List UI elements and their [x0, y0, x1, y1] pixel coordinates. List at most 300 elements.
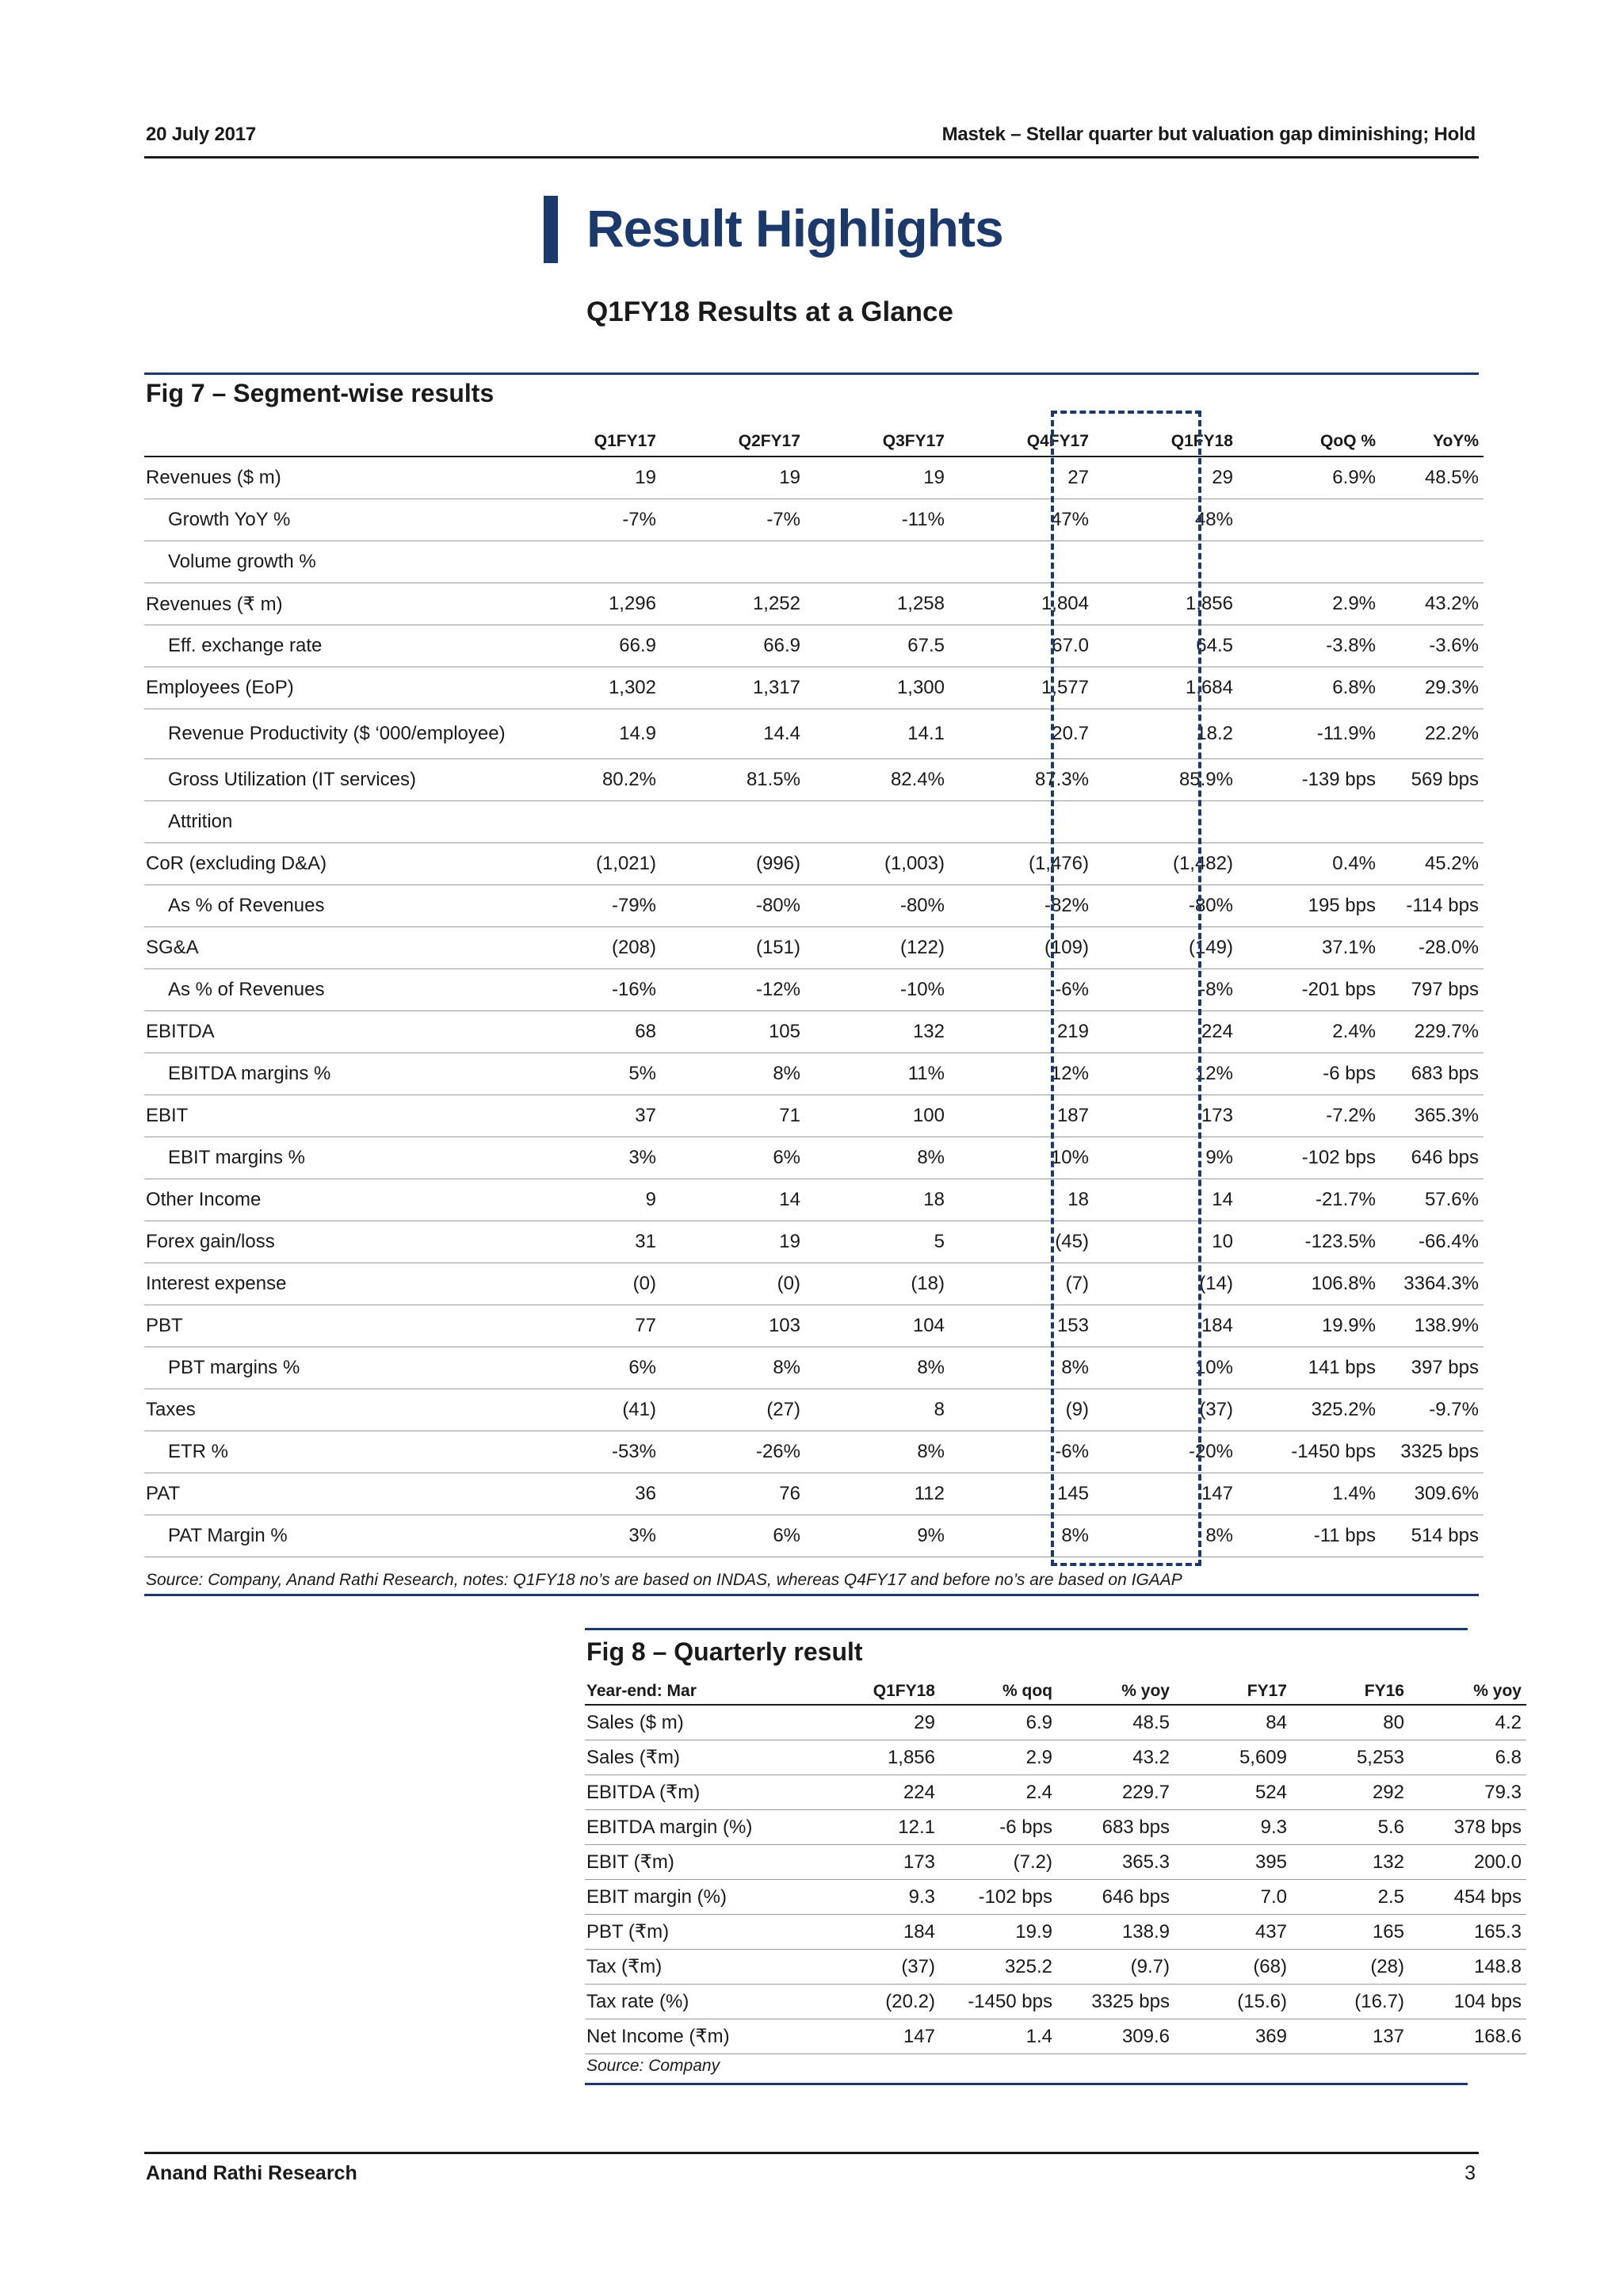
table-cell: 48.5 [1057, 1705, 1174, 1740]
fig7-body [144, 457, 1484, 1557]
table-cell: -11% [805, 499, 949, 541]
table-row [144, 1473, 1484, 1515]
table-cell: 6% [661, 1137, 805, 1179]
fig8-col-header: % yoy [1057, 1672, 1174, 1705]
table-cell: -1450 bps [1238, 1431, 1381, 1473]
table-cell: -66.4% [1381, 1221, 1484, 1263]
table-row [144, 1263, 1484, 1305]
table-cell: (41) [517, 1389, 661, 1431]
table-cell: 19 [661, 1221, 805, 1263]
table-cell: 195 bps [1238, 885, 1381, 927]
table-cell: 112 [805, 1473, 949, 1515]
table-cell: 1,317 [661, 667, 805, 709]
row-label: Forex gain/loss [144, 1221, 517, 1263]
table-cell: -80% [661, 885, 805, 927]
table-cell: 82.4% [805, 759, 949, 801]
table-cell: (122) [805, 927, 949, 969]
table-cell: (1,021) [517, 843, 661, 885]
table-cell: 19 [661, 457, 805, 499]
table-cell: 43.2% [1381, 583, 1484, 625]
fig8-top-rule [585, 1628, 1468, 1630]
fig8-bottom-rule [585, 2083, 1468, 2085]
footer-publisher: Anand Rathi Research [146, 2162, 357, 2184]
row-label: PAT Margin % [144, 1515, 517, 1557]
row-label: PAT [144, 1473, 517, 1515]
table-cell: 80.2% [517, 759, 661, 801]
table-cell: 6.8% [1238, 667, 1381, 709]
table-cell: -80% [1094, 885, 1238, 927]
row-label: Revenues ($ m) [144, 457, 517, 499]
fig7-segment-table [144, 416, 1484, 1557]
table-cell: -7% [517, 499, 661, 541]
table-cell: 67.5 [805, 625, 949, 667]
table-cell: 18 [805, 1179, 949, 1221]
table-cell: 187 [949, 1095, 1094, 1137]
table-cell [517, 801, 661, 843]
table-cell: 19.9 [940, 1915, 1057, 1950]
table-cell: 9% [805, 1515, 949, 1557]
fig7-title: Fig 7 – Segment-wise results [146, 379, 495, 407]
table-cell: 1,856 [823, 1740, 940, 1775]
table-cell: 184 [1094, 1305, 1238, 1347]
table-cell: -16% [517, 969, 661, 1011]
fig7-top-rule [144, 372, 1479, 375]
table-cell: 64.5 [1094, 625, 1238, 667]
table-cell: 67.0 [949, 625, 1094, 667]
table-cell: (20.2) [823, 1985, 940, 2019]
table-cell [1381, 541, 1484, 583]
table-row [144, 1011, 1484, 1053]
table-cell: 71 [661, 1095, 805, 1137]
table-row [144, 843, 1484, 885]
table-cell: 106.8% [1238, 1263, 1381, 1305]
table-cell: 369 [1174, 2019, 1292, 2054]
row-label: PBT (₹m) [585, 1915, 823, 1950]
table-cell: 47% [949, 499, 1094, 541]
table-cell: 43.2 [1057, 1740, 1174, 1775]
table-cell: 683 bps [1057, 1810, 1174, 1845]
table-row [144, 667, 1484, 709]
fig7-bottom-rule [144, 1594, 1479, 1596]
table-cell: (37) [823, 1950, 940, 1985]
table-cell: 200.0 [1409, 1845, 1526, 1880]
table-cell: 14 [661, 1179, 805, 1221]
section-subtitle: Q1FY18 Results at a Glance [586, 296, 953, 327]
table-cell: 80 [1292, 1705, 1409, 1740]
table-cell: -26% [661, 1431, 805, 1473]
table-cell: 10% [1094, 1347, 1238, 1389]
table-cell [1381, 499, 1484, 541]
table-cell: 1,300 [805, 667, 949, 709]
table-cell: (37) [1094, 1389, 1238, 1431]
fig7-col-header: Q3FY17 [805, 416, 949, 457]
table-cell: 138.9 [1057, 1915, 1174, 1950]
table-row [585, 2019, 1526, 2054]
table-cell: 10 [1094, 1221, 1238, 1263]
table-cell: 137 [1292, 2019, 1409, 2054]
table-cell: 9.3 [1174, 1810, 1292, 1845]
row-label: Employees (EoP) [144, 667, 517, 709]
table-cell: 145 [949, 1473, 1094, 1515]
table-row [144, 1053, 1484, 1095]
table-row [144, 499, 1484, 541]
table-cell: 8% [949, 1347, 1094, 1389]
table-cell: 219 [949, 1011, 1094, 1053]
table-cell: -79% [517, 885, 661, 927]
table-cell: (68) [1174, 1950, 1292, 1985]
table-cell: 81.5% [661, 759, 805, 801]
table-cell [949, 801, 1094, 843]
table-cell: 1,258 [805, 583, 949, 625]
table-cell: -21.7% [1238, 1179, 1381, 1221]
table-cell [661, 801, 805, 843]
table-cell: (18) [805, 1263, 949, 1305]
table-cell: 19 [517, 457, 661, 499]
table-row [585, 1775, 1526, 1810]
row-label: Taxes [144, 1389, 517, 1431]
row-label: Sales ($ m) [585, 1705, 823, 1740]
table-cell: (45) [949, 1221, 1094, 1263]
table-cell: 3% [517, 1515, 661, 1557]
table-cell: 397 bps [1381, 1347, 1484, 1389]
table-row [144, 759, 1484, 801]
row-label: Other Income [144, 1179, 517, 1221]
table-row [585, 1740, 1526, 1775]
table-row [144, 1179, 1484, 1221]
table-cell: -6% [949, 969, 1094, 1011]
header-report-title: Mastek – Stellar quarter but valuation gap diminishing; Hold [941, 124, 1476, 145]
table-cell: 5,253 [1292, 1740, 1409, 1775]
table-cell: 5% [517, 1053, 661, 1095]
table-cell: 8% [805, 1347, 949, 1389]
table-cell: -28.0% [1381, 927, 1484, 969]
row-label: Net Income (₹m) [585, 2019, 823, 2054]
table-cell: 12% [949, 1053, 1094, 1095]
table-cell: 0.4% [1238, 843, 1381, 885]
table-cell [805, 801, 949, 843]
table-cell: -139 bps [1238, 759, 1381, 801]
table-row [144, 541, 1484, 583]
table-cell: -12% [661, 969, 805, 1011]
fig7-col-header: Q1FY17 [517, 416, 661, 457]
table-cell: 147 [823, 2019, 940, 2054]
table-cell: 8 [805, 1389, 949, 1431]
table-cell: (1,003) [805, 843, 949, 885]
table-row [144, 1347, 1484, 1389]
table-cell: 77 [517, 1305, 661, 1347]
table-cell: 10% [949, 1137, 1094, 1179]
row-label: Tax rate (%) [585, 1985, 823, 2019]
table-cell: -20% [1094, 1431, 1238, 1473]
fig8-col-header: % yoy [1409, 1672, 1526, 1705]
table-cell: 1.4 [940, 2019, 1057, 2054]
table-cell: (151) [661, 927, 805, 969]
table-cell: 132 [805, 1011, 949, 1053]
table-cell: (28) [1292, 1950, 1409, 1985]
table-cell: 100 [805, 1095, 949, 1137]
table-cell: 5,609 [1174, 1740, 1292, 1775]
table-cell: 8% [1094, 1515, 1238, 1557]
table-cell: 48.5% [1381, 457, 1484, 499]
table-row [144, 583, 1484, 625]
title-accent-bar [544, 196, 558, 263]
row-label: As % of Revenues [144, 885, 517, 927]
table-cell: 18.2 [1094, 709, 1238, 759]
table-cell: 292 [1292, 1775, 1409, 1810]
table-row [585, 1880, 1526, 1915]
table-cell: 3325 bps [1057, 1985, 1174, 2019]
table-cell: 29 [823, 1705, 940, 1740]
table-cell: 1,804 [949, 583, 1094, 625]
header-divider [144, 156, 1479, 159]
table-row [585, 1985, 1526, 2019]
row-label: Revenues (₹ m) [144, 583, 517, 625]
table-cell: -7.2% [1238, 1095, 1381, 1137]
table-cell: 1,302 [517, 667, 661, 709]
table-cell: 6.9% [1238, 457, 1381, 499]
table-cell: 395 [1174, 1845, 1292, 1880]
table-cell: 8% [805, 1431, 949, 1473]
table-cell: 325.2 [940, 1950, 1057, 1985]
table-cell: 3% [517, 1137, 661, 1179]
table-cell: (1,476) [949, 843, 1094, 885]
table-cell: 14.4 [661, 709, 805, 759]
fig8-col-header: Year-end: Mar [585, 1672, 823, 1705]
table-cell: 168.6 [1409, 2019, 1526, 2054]
table-cell: 8% [805, 1137, 949, 1179]
table-cell: 309.6% [1381, 1473, 1484, 1515]
table-cell: 524 [1174, 1775, 1292, 1810]
table-cell: -6 bps [1238, 1053, 1381, 1095]
table-cell: -201 bps [1238, 969, 1381, 1011]
table-cell: 437 [1174, 1915, 1292, 1950]
table-cell: 797 bps [1381, 969, 1484, 1011]
table-cell: 165.3 [1409, 1915, 1526, 1950]
row-label: CoR (excluding D&A) [144, 843, 517, 885]
fig8-col-header: % qoq [940, 1672, 1057, 1705]
table-cell: 1.4% [1238, 1473, 1381, 1515]
fig7-source: Source: Company, Anand Rathi Research, notes: Q1FY18 no’s are based on INDAS, whereas Q4FY17 and before no’s are based on IGAAP [146, 1571, 1182, 1589]
row-label: Sales (₹m) [585, 1740, 823, 1775]
table-cell: 325.2% [1238, 1389, 1381, 1431]
table-cell [517, 541, 661, 583]
fig8-col-header: FY16 [1292, 1672, 1409, 1705]
table-cell: (7) [949, 1263, 1094, 1305]
fig7-col-header [144, 416, 517, 457]
page-number: 3 [1465, 2162, 1476, 2184]
table-cell: 8% [661, 1347, 805, 1389]
table-cell: 365.3% [1381, 1095, 1484, 1137]
table-cell: 138.9% [1381, 1305, 1484, 1347]
row-label: Tax (₹m) [585, 1950, 823, 1985]
table-cell: 104 bps [1409, 1985, 1526, 2019]
table-cell: (7.2) [940, 1845, 1057, 1880]
table-cell: 9.3 [823, 1880, 940, 1915]
fig7-col-header: QoQ % [1238, 416, 1381, 457]
table-cell: 66.9 [517, 625, 661, 667]
table-cell: -1450 bps [940, 1985, 1057, 2019]
row-label: Gross Utilization (IT services) [144, 759, 517, 801]
row-label: EBITDA margin (%) [585, 1810, 823, 1845]
table-cell: 173 [823, 1845, 940, 1880]
table-cell [949, 541, 1094, 583]
table-cell: 29 [1094, 457, 1238, 499]
table-cell: 27 [949, 457, 1094, 499]
row-label: PBT [144, 1305, 517, 1347]
table-cell: -123.5% [1238, 1221, 1381, 1263]
table-cell: -3.6% [1381, 625, 1484, 667]
table-row [144, 1305, 1484, 1347]
table-cell: -53% [517, 1431, 661, 1473]
table-cell: 2.5 [1292, 1880, 1409, 1915]
table-cell: (0) [517, 1263, 661, 1305]
table-cell [1238, 499, 1381, 541]
table-cell: 365.3 [1057, 1845, 1174, 1880]
table-cell: 1,252 [661, 583, 805, 625]
table-row [585, 1845, 1526, 1880]
fig8-source: Source: Company [586, 2057, 720, 2075]
table-cell: 8% [949, 1515, 1094, 1557]
fig7-header-row [144, 416, 1484, 457]
table-cell: 14 [1094, 1179, 1238, 1221]
table-cell: 104 [805, 1305, 949, 1347]
table-cell: 1,856 [1094, 583, 1238, 625]
table-row [585, 1950, 1526, 1985]
table-row [144, 801, 1484, 843]
table-cell: 132 [1292, 1845, 1409, 1880]
table-row [585, 1810, 1526, 1845]
table-row [144, 1137, 1484, 1179]
row-label: Revenue Productivity ($ ‘000/employee) [144, 709, 517, 759]
table-row [144, 1221, 1484, 1263]
table-cell: 3325 bps [1381, 1431, 1484, 1473]
table-cell: -9.7% [1381, 1389, 1484, 1431]
fig7-col-header: Q2FY17 [661, 416, 805, 457]
table-cell: -6 bps [940, 1810, 1057, 1845]
table-cell [1238, 801, 1381, 843]
table-cell: 87.3% [949, 759, 1094, 801]
table-cell: 683 bps [1381, 1053, 1484, 1095]
table-cell: 6.9 [940, 1705, 1057, 1740]
table-cell: 229.7% [1381, 1011, 1484, 1053]
table-row [144, 1095, 1484, 1137]
table-cell: 173 [1094, 1095, 1238, 1137]
table-cell: 646 bps [1057, 1880, 1174, 1915]
table-row [144, 1431, 1484, 1473]
table-cell: 224 [823, 1775, 940, 1810]
table-cell: 66.9 [661, 625, 805, 667]
table-cell: 68 [517, 1011, 661, 1053]
table-cell: 5 [805, 1221, 949, 1263]
table-cell: 12.1 [823, 1810, 940, 1845]
table-cell: 8% [661, 1053, 805, 1095]
table-cell: (996) [661, 843, 805, 885]
table-row [144, 927, 1484, 969]
table-cell: 14.9 [517, 709, 661, 759]
table-cell [1238, 541, 1381, 583]
table-row [144, 1515, 1484, 1557]
table-row [585, 1705, 1526, 1740]
row-label: Interest expense [144, 1263, 517, 1305]
table-cell: 514 bps [1381, 1515, 1484, 1557]
header-date: 20 July 2017 [146, 124, 257, 145]
table-cell: 454 bps [1409, 1880, 1526, 1915]
table-cell: 7.0 [1174, 1880, 1292, 1915]
row-label: EBIT (₹m) [585, 1845, 823, 1880]
table-row [144, 969, 1484, 1011]
table-cell: 37.1% [1238, 927, 1381, 969]
table-cell: 229.7 [1057, 1775, 1174, 1810]
table-cell: (149) [1094, 927, 1238, 969]
table-cell: 9% [1094, 1137, 1238, 1179]
table-cell: 12% [1094, 1053, 1238, 1095]
table-cell: 36 [517, 1473, 661, 1515]
table-row [144, 885, 1484, 927]
table-cell [1381, 801, 1484, 843]
table-cell: 85.9% [1094, 759, 1238, 801]
fig7-col-header: Q4FY17 [949, 416, 1094, 457]
row-label: EBIT margins % [144, 1137, 517, 1179]
table-cell: 6.8 [1409, 1740, 1526, 1775]
row-label: ETR % [144, 1431, 517, 1473]
table-cell: -102 bps [1238, 1137, 1381, 1179]
row-label: EBITDA [144, 1011, 517, 1053]
table-cell: 37 [517, 1095, 661, 1137]
table-cell [805, 541, 949, 583]
table-cell: 1,577 [949, 667, 1094, 709]
row-label: EBITDA (₹m) [585, 1775, 823, 1810]
table-cell: 2.9 [940, 1740, 1057, 1775]
table-cell: -7% [661, 499, 805, 541]
table-cell: (109) [949, 927, 1094, 969]
table-cell: (16.7) [1292, 1985, 1409, 2019]
table-cell: -82% [949, 885, 1094, 927]
table-cell: 184 [823, 1915, 940, 1950]
table-cell: 2.4 [940, 1775, 1057, 1810]
fig8-header-row [585, 1672, 1526, 1705]
row-label: Eff. exchange rate [144, 625, 517, 667]
table-row [144, 1389, 1484, 1431]
table-row [585, 1915, 1526, 1950]
table-cell: (208) [517, 927, 661, 969]
table-cell: 29.3% [1381, 667, 1484, 709]
table-cell: 84 [1174, 1705, 1292, 1740]
fig7-col-header: Q1FY18 [1094, 416, 1238, 457]
table-row [144, 625, 1484, 667]
table-cell: -6% [949, 1431, 1094, 1473]
table-cell [1094, 801, 1238, 843]
table-cell: 19 [805, 457, 949, 499]
table-cell: 45.2% [1381, 843, 1484, 885]
fig8-col-header: Q1FY18 [823, 1672, 940, 1705]
fig7-col-header: YoY% [1381, 416, 1484, 457]
fig8-quarterly-table [585, 1672, 1526, 2054]
footer-divider [144, 2152, 1479, 2154]
table-cell: 48% [1094, 499, 1238, 541]
table-cell: -8% [1094, 969, 1238, 1011]
table-cell: 309.6 [1057, 2019, 1174, 2054]
table-cell: 224 [1094, 1011, 1238, 1053]
table-cell: 569 bps [1381, 759, 1484, 801]
table-cell: 105 [661, 1011, 805, 1053]
table-cell: -3.8% [1238, 625, 1381, 667]
table-cell: 19.9% [1238, 1305, 1381, 1347]
table-cell: 1,684 [1094, 667, 1238, 709]
table-cell: 4.2 [1409, 1705, 1526, 1740]
row-label: As % of Revenues [144, 969, 517, 1011]
table-cell: 57.6% [1381, 1179, 1484, 1221]
table-cell: 22.2% [1381, 709, 1484, 759]
